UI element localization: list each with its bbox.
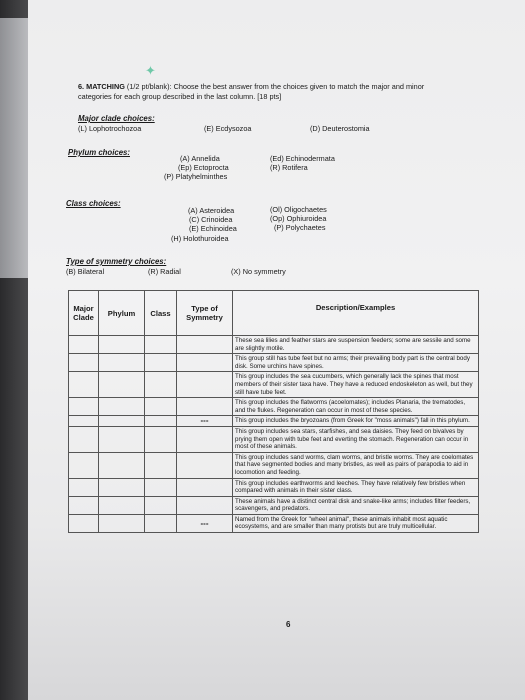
- class-heading: Class choices:: [66, 199, 121, 208]
- clade-blank[interactable]: [69, 426, 99, 452]
- symmetry-blank[interactable]: [177, 452, 233, 478]
- question-number: 6. MATCHING: [78, 82, 125, 91]
- class-blank[interactable]: [145, 514, 177, 532]
- option-platyhelminthes: (P) Platyhelminthes: [164, 172, 228, 181]
- table-row: [69, 426, 479, 452]
- table-row: [69, 478, 479, 496]
- symmetry-given: ---: [177, 416, 233, 427]
- header-class: Class: [145, 291, 177, 336]
- option-bilateral: (B) Bilateral: [66, 267, 105, 276]
- description-cell: This group includes the bryozoans (from Greek for "moss animals") fall in this phylum.: [233, 416, 479, 427]
- option-radial: (R) Radial: [148, 267, 181, 276]
- class-blank[interactable]: [145, 496, 177, 514]
- phylum-blank[interactable]: [99, 496, 145, 514]
- description-cell: Named from the Greek for "wheel animal", these animals inhabit most aquatic ecosystems, and are smaller than many protists but are truly multicellular.: [233, 514, 479, 532]
- table-row: [69, 514, 479, 532]
- header-major-clade: Major Clade: [69, 291, 99, 336]
- clade-blank[interactable]: [69, 452, 99, 478]
- table-row: [69, 496, 479, 514]
- table-row: [69, 336, 479, 354]
- option-echinodermata: (Ed) Echinodermata: [270, 154, 335, 163]
- class-blank[interactable]: [145, 416, 177, 427]
- description-cell: This group includes sand worms, clam worms, and bristle worms. They are coelomates that have segmented bodies and many bristles, as well as pairs of parapodia to aid in locomotion and feeding.: [233, 452, 479, 478]
- option-lophotrochozoa: (L) Lophotrochozoa: [78, 124, 142, 133]
- question-prompt: [78, 82, 438, 102]
- symmetry-blank[interactable]: [177, 398, 233, 416]
- question-text: (1/2 pt/blank): Choose the best answer from the choices given to match the major and minor categories for each group described in the last column. [18 pts]: [78, 82, 425, 101]
- symmetry-given: ---: [177, 514, 233, 532]
- phylum-blank[interactable]: [99, 416, 145, 427]
- option-deuterostomia: (D) Deuterostomia: [310, 124, 370, 133]
- phylum-heading: Phylum choices:: [68, 148, 130, 157]
- class-blank[interactable]: [145, 478, 177, 496]
- matching-table: [68, 290, 479, 533]
- class-blank[interactable]: [145, 398, 177, 416]
- option-echinoidea: (E) Echinoidea: [189, 224, 237, 233]
- phylum-blank[interactable]: [99, 426, 145, 452]
- clade-blank[interactable]: [69, 496, 99, 514]
- table-row: [69, 354, 479, 372]
- symmetry-blank[interactable]: [177, 426, 233, 452]
- green-pen-mark: ✦: [145, 63, 156, 78]
- option-ophiuroidea: (Op) Ophiuroidea: [270, 214, 327, 223]
- description-cell: This group includes the sea cucumbers, which generally lack the spines that most members of their sister taxa have. They have a reduced endoskeleton as well, but they still have tube feet.: [233, 372, 479, 398]
- symmetry-blank[interactable]: [177, 354, 233, 372]
- clade-blank[interactable]: [69, 478, 99, 496]
- phylum-blank[interactable]: [99, 452, 145, 478]
- table-header-row: [69, 291, 479, 336]
- description-cell: This group includes earthworms and leeches. They have relatively few bristles when compared with animals in their sister class.: [233, 478, 479, 496]
- description-cell: This group includes the flatworms (acoelomates); includes Planaria, the trematodes, and the flukes. Regeneration can occur in most of these species.: [233, 398, 479, 416]
- option-rotifera: (R) Rotifera: [270, 163, 308, 172]
- option-polychaetes: (P) Polychaetes: [274, 223, 326, 232]
- class-blank[interactable]: [145, 452, 177, 478]
- phylum-blank[interactable]: [99, 372, 145, 398]
- table-row: [69, 372, 479, 398]
- page-number: 6: [286, 620, 291, 629]
- header-phylum: Phylum: [99, 291, 145, 336]
- phylum-blank[interactable]: [99, 354, 145, 372]
- table-row: [69, 416, 479, 427]
- description-cell: These sea lilies and feather stars are suspension feeders; some are sessile and some are slightly motile.: [233, 336, 479, 354]
- clade-blank[interactable]: [69, 372, 99, 398]
- option-annelida: (A) Annelida: [180, 154, 220, 163]
- phylum-blank[interactable]: [99, 398, 145, 416]
- class-blank[interactable]: [145, 336, 177, 354]
- table-row: [69, 398, 479, 416]
- clade-blank[interactable]: [69, 354, 99, 372]
- symmetry-blank[interactable]: [177, 478, 233, 496]
- option-no-symmetry: (X) No symmetry: [231, 267, 286, 276]
- clade-blank[interactable]: [69, 336, 99, 354]
- description-cell: This group still has tube feet but no arms; their prevailing body part is the central body disk. Some urchins have spines.: [233, 354, 479, 372]
- phylum-blank[interactable]: [99, 514, 145, 532]
- option-holothuroidea: (H) Holothuroidea: [171, 234, 229, 243]
- option-ectoprocta: (Ep) Ectoprocta: [178, 163, 229, 172]
- description-cell: This group includes sea stars, starfishes, and sea daisies. They feed on bivalves by prying them open with tube feet and everting the stomach. Regeneration can occur in most of these animals.: [233, 426, 479, 452]
- worksheet-page: [28, 0, 525, 700]
- phylum-blank[interactable]: [99, 478, 145, 496]
- symmetry-heading: Type of symmetry choices:: [66, 257, 167, 266]
- option-ecdysozoa: (E) Ecdysozoa: [204, 124, 252, 133]
- description-cell: These animals have a distinct central disk and snake-like arms; includes filter feeders, scavengers, and predators.: [233, 496, 479, 514]
- symmetry-blank[interactable]: [177, 496, 233, 514]
- clade-blank[interactable]: [69, 398, 99, 416]
- option-oligochaetes: (Ol) Oligochaetes: [270, 205, 327, 214]
- clade-blank[interactable]: [69, 514, 99, 532]
- symmetry-blank[interactable]: [177, 336, 233, 354]
- clade-blank[interactable]: [69, 416, 99, 427]
- phylum-blank[interactable]: [99, 336, 145, 354]
- class-blank[interactable]: [145, 354, 177, 372]
- header-description: Description/Examples: [233, 291, 479, 336]
- header-symmetry: Type of Symmetry: [177, 291, 233, 336]
- option-crinoidea: (C) Crinoidea: [189, 215, 233, 224]
- table-row: [69, 452, 479, 478]
- class-blank[interactable]: [145, 372, 177, 398]
- option-asteroidea: (A) Asteroidea: [188, 206, 235, 215]
- major-clade-heading: Major clade choices:: [78, 114, 155, 123]
- symmetry-blank[interactable]: [177, 372, 233, 398]
- class-blank[interactable]: [145, 426, 177, 452]
